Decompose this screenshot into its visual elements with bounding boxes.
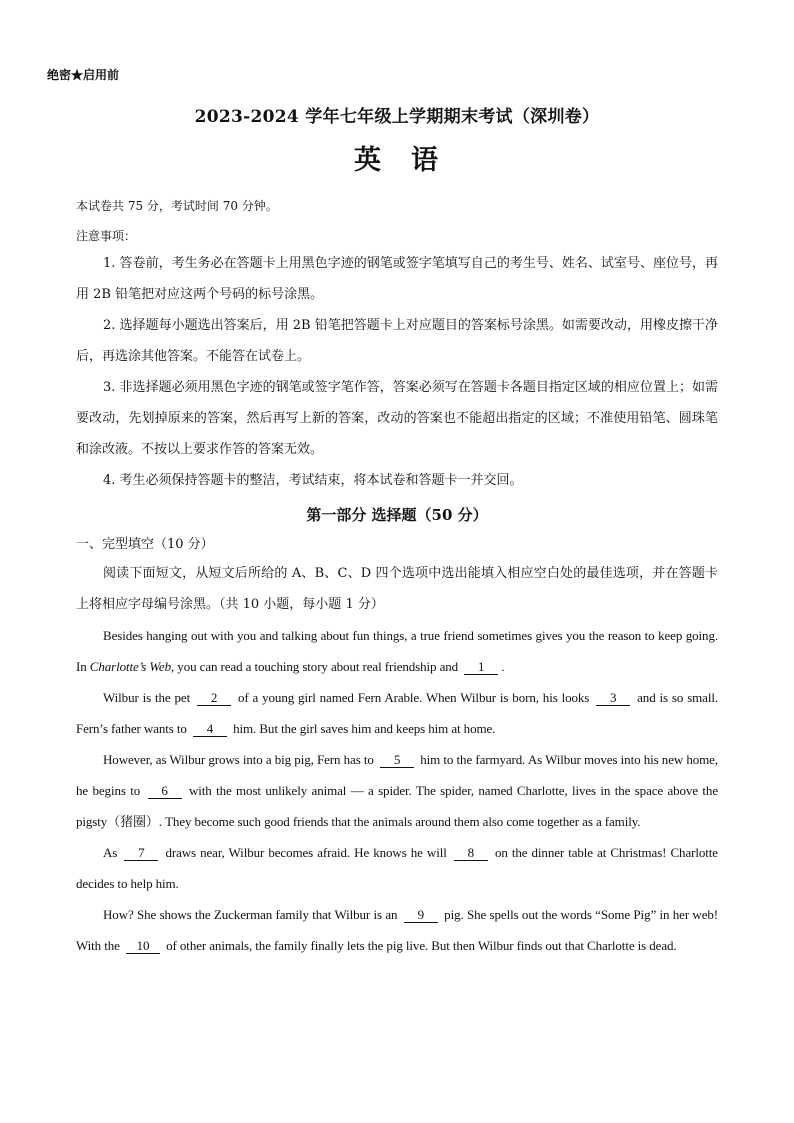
- passage-paragraph-1: Besides hanging out with you and talking about fun things, a true friend sometimes gives you the reason to keep going. In Charlotte’s Web, you can read a touching story about real friendship and 1 .: [76, 628, 718, 674]
- blank-5: 5: [380, 753, 414, 768]
- blank-6: 6: [148, 784, 182, 799]
- blank-7: 7: [124, 846, 158, 861]
- passage-paragraph-2: Wilbur is the pet 2 of a young girl named Fern Arable. When Wilbur is born, his looks 3 and is so small. Fern’s father wants to 4 him. But the girl saves him and keeps him at home.: [76, 690, 719, 736]
- blank-2: 2: [197, 691, 231, 706]
- note-item-4: 4. 考生必须保持答题卡的整洁，考试结束，将本试卷和答题卡一并交回。: [103, 473, 523, 488]
- blank-9: 9: [404, 908, 438, 923]
- subject-char-2: 语: [411, 145, 440, 176]
- exam-title: 2023-2024 学年七年级上学期期末考试（深圳卷）: [194, 107, 600, 127]
- book-title: Charlotte’s Web: [89, 659, 171, 674]
- notes-heading: 注意事项：: [76, 229, 137, 243]
- passage-paragraph-5: How? She shows the Zuckerman family that Wilbur is an 9 pig. She spells out the words “Some Pig” in her web! With the 10 of other animals, the family finally lets the pig live. But then Wilbur finds out that Charlotte is dead.: [76, 907, 719, 953]
- blank-10: 10: [126, 939, 160, 954]
- passage-paragraph-4: As 7 draws near, Wilbur becomes afraid. He knows he will 8 on the dinner table at Christmas! Charlotte decides to help him.: [76, 845, 718, 891]
- passage-paragraph-3: However, as Wilbur grows into a big pig, Fern has to 5 him to the farmyard. As Wilbur moves into his new home, he begins to 6 with the most unlikely animal — a spider. The spider, named Charlotte, lives in the space above the pigsty（猪圈）. They become such good friends that the animals around them also come together as a family.: [76, 752, 719, 829]
- exam-content: [76, 196, 718, 961]
- blank-1: 1: [464, 660, 498, 675]
- blank-3: 3: [596, 691, 630, 706]
- part-one-title: 第一部分 选择题（50 分）: [306, 506, 488, 524]
- exam-info: 本试卷共 75 分，考试时间 70 分钟。: [76, 199, 278, 213]
- cloze-section-heading: 一、完型填空（10 分）: [76, 537, 214, 552]
- confidential-label: 绝密★启用前: [47, 68, 120, 82]
- blank-4: 4: [193, 722, 227, 737]
- cloze-instructions: 阅读下面短文，从短文后所给的 A、B、C、D 四个选项中选出能填入相应空白处的最佳选项，并在答题卡上将相应字母编号涂黑。（共 10 小题，每小题 1 分）: [76, 566, 718, 612]
- note-item-1: 1. 答卷前，考生务必在答题卡上用黑色字迹的钢笔或签字笔填写自己的考生号、姓名、试室号、座位号，再用 2B 铅笔把对应这两个号码的标号涂黑。: [76, 256, 718, 302]
- subject-char-1: 英: [354, 145, 383, 176]
- note-item-3: 3. 非选择题必须用黑色字迹的钢笔或签字笔作答，答案必须写在答题卡各题目指定区域的相应位置上；如需要改动，先划掉原来的答案，然后再写上新的答案，改动的答案也不能超出指定的区域；不准使用铅笔、圆珠笔和涂改液。不按以上要求作答的答案无效。: [76, 380, 718, 457]
- note-item-2: 2. 选择题每小题选出答案后，用 2B 铅笔把答题卡上对应题目的答案标号涂黑。如需要改动，用橡皮擦干净后，再选涂其他答案。不能答在试卷上。: [76, 318, 718, 364]
- blank-8: 8: [454, 846, 488, 861]
- subject-title: [0, 138, 794, 177]
